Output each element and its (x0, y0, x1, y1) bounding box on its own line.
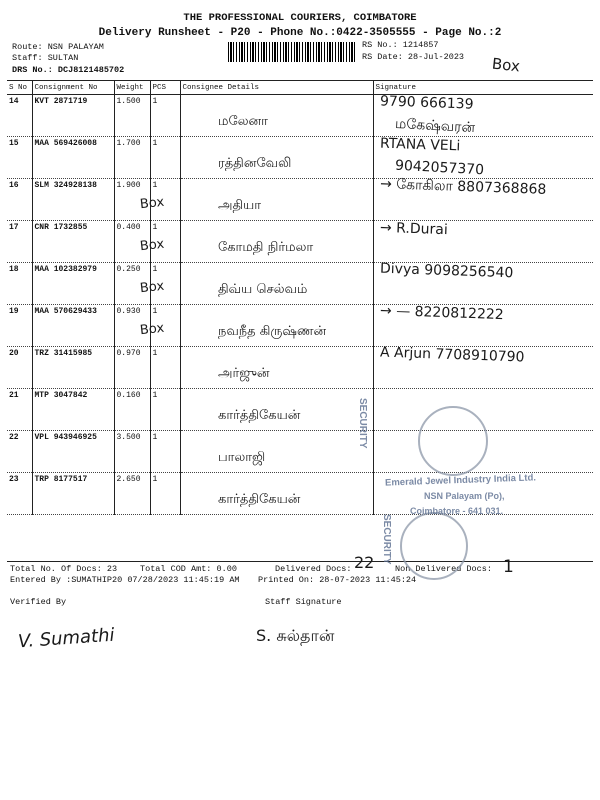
row-sno: 16 (7, 179, 32, 221)
row-pcs: 1 (150, 389, 180, 431)
row-sno: 19 (7, 305, 32, 347)
row-pcs: 1 (150, 263, 180, 305)
company-title: THE PROFESSIONAL COURIERS, COIMBATORE (183, 12, 417, 24)
row-consignment: TRZ 31415985 (32, 347, 114, 389)
row-weight: 0.970 (114, 347, 150, 389)
barcode (228, 42, 356, 62)
row-consignee-cell (180, 179, 373, 221)
row-consignment: KVT 2871719 (32, 95, 114, 137)
entered-by: Entered By :SUMATHIP20 07/28/2023 11:45:19 AM (10, 575, 240, 585)
row-consignee-cell (180, 347, 373, 389)
delivered-docs-label: Delivered Docs: (275, 564, 352, 574)
row-consignment: SLM 324928138 (32, 179, 114, 221)
row-sno: 14 (7, 95, 32, 137)
non-delivered-docs-value: 1 (503, 557, 514, 577)
verifier-signature: V. Sumathi (17, 624, 116, 653)
delivered-docs-value: 22 (354, 553, 375, 572)
row-weight: 1.700 (114, 137, 150, 179)
row-remark: Box (139, 236, 165, 255)
row-signature-line1: 9790 666139 (379, 93, 474, 113)
printed-on: Printed On: 28-07-2023 11:45:24 (258, 575, 417, 585)
box-note: Box (491, 54, 521, 76)
route-label: Route: NSN PALAYAM (12, 42, 104, 52)
row-consignee-handwritten: ரத்தினவேலி (218, 156, 292, 171)
row-signature-line1: Divya 9098256540 (379, 260, 514, 282)
row-consignment: VPL 943946925 (32, 431, 114, 473)
row-consignee-handwritten: மலேனா (218, 114, 268, 129)
row-consignment: MAA 570629433 (32, 305, 114, 347)
row-signature-line1: A Arjun 7708910790 (379, 344, 525, 366)
col-pcs: PCS (150, 81, 180, 95)
round-stamp-upper (418, 406, 488, 476)
row-pcs: 1 (150, 431, 180, 473)
row-signature-line1: → R.Durai (379, 219, 449, 239)
row-weight: 1.500 (114, 95, 150, 137)
row-signature-line1: → — 8220812222 (379, 302, 504, 324)
rs-number: RS No.: 1214857 (362, 40, 439, 50)
row-remark: Box (139, 194, 165, 213)
row-weight: 0.400 (114, 221, 150, 263)
rs-date: RS Date: 28-Jul-2023 (362, 52, 465, 62)
row-consignee-cell (180, 431, 373, 473)
row-sno: 15 (7, 137, 32, 179)
col-signature: Signature (373, 81, 593, 95)
row-consignee-handwritten: பாலாஜி (218, 450, 266, 465)
row-sno: 22 (7, 431, 32, 473)
row-consignee-handwritten: நவநீத கிருஷ்ணன் (218, 324, 327, 339)
row-pcs: 1 (150, 95, 180, 137)
col-sno: S No (7, 81, 32, 95)
row-consignee-handwritten: திவ்ய செல்வம் (218, 282, 308, 297)
table-row (7, 431, 593, 473)
row-remark: Box (139, 278, 165, 297)
staff-label: Staff: SULTAN (12, 53, 79, 63)
col-consignee: Consignee Details (180, 81, 373, 95)
row-consignee-cell (180, 95, 373, 137)
drs-number: DRS No.: DCJ8121485702 (12, 65, 125, 75)
total-cod: Total COD Amt: 0.00 (140, 564, 237, 574)
row-sno: 20 (7, 347, 32, 389)
row-sno: 17 (7, 221, 32, 263)
verified-by-label: Verified By (10, 597, 67, 607)
row-signature-line1: → கோகிலா 8807368868 (379, 176, 547, 198)
row-consignee-handwritten: அதியா (218, 198, 262, 213)
row-consignee-handwritten: கார்த்திகேயன் (218, 408, 301, 423)
row-pcs: 1 (150, 347, 180, 389)
non-delivered-docs-label: Non Delivered Docs: (395, 564, 492, 574)
row-consignment: MAA 102382979 (32, 263, 114, 305)
table-row (7, 137, 593, 179)
staff-signature-label: Staff Signature (265, 597, 342, 607)
row-signature-line1: RTANA VELi (379, 135, 461, 155)
stamp-company: Emerald Jewel Industry India Ltd. (384, 472, 537, 489)
row-signature-line2: 9042057370 (394, 157, 485, 179)
row-sno: 23 (7, 473, 32, 515)
row-sno: 21 (7, 389, 32, 431)
security-stamp-upper: SECURITY (357, 398, 368, 449)
runsheet-subtitle: Delivery Runsheet - P20 - Phone No.:0422-3505555 - Page No.:2 (98, 27, 502, 39)
row-pcs: 1 (150, 179, 180, 221)
row-consignment: MTP 3047842 (32, 389, 114, 431)
row-pcs: 1 (150, 305, 180, 347)
row-sno: 18 (7, 263, 32, 305)
row-weight: 2.650 (114, 473, 150, 515)
row-pcs: 1 (150, 137, 180, 179)
table-header-row (7, 81, 593, 95)
row-pcs: 1 (150, 221, 180, 263)
stamp-address-2: Coimbatore - 641 031. (410, 506, 504, 516)
row-consignee-handwritten: கார்த்திகேயன் (218, 492, 301, 507)
col-weight: Weight (114, 81, 150, 95)
table-row (7, 95, 593, 137)
row-weight: 0.930 (114, 305, 150, 347)
row-consignment: MAA 569426008 (32, 137, 114, 179)
staff-handwritten-signature: S. சுல்தான் (256, 626, 335, 645)
total-docs: Total No. Of Docs: 23 (10, 564, 118, 574)
row-consignment: CNR 1732855 (32, 221, 114, 263)
row-weight: 0.250 (114, 263, 150, 305)
row-weight: 1.900 (114, 179, 150, 221)
row-weight: 0.160 (114, 389, 150, 431)
col-consignment: Consignment No (32, 81, 114, 95)
security-stamp-lower: SECURITY (381, 514, 392, 565)
row-consignee-handwritten: அர்ஜுன் (218, 366, 270, 381)
row-consignee-handwritten: கோமதி நிர்மலா (218, 240, 314, 255)
row-signature-line2: மகேஷ்வரன் (394, 115, 476, 137)
round-stamp-lower (400, 512, 468, 580)
row-weight: 3.500 (114, 431, 150, 473)
stamp-address-1: NSN Palayam (Po), (424, 491, 505, 501)
row-remark: Box (139, 320, 165, 339)
row-pcs: 1 (150, 473, 180, 515)
row-consignment: TRP 8177517 (32, 473, 114, 515)
